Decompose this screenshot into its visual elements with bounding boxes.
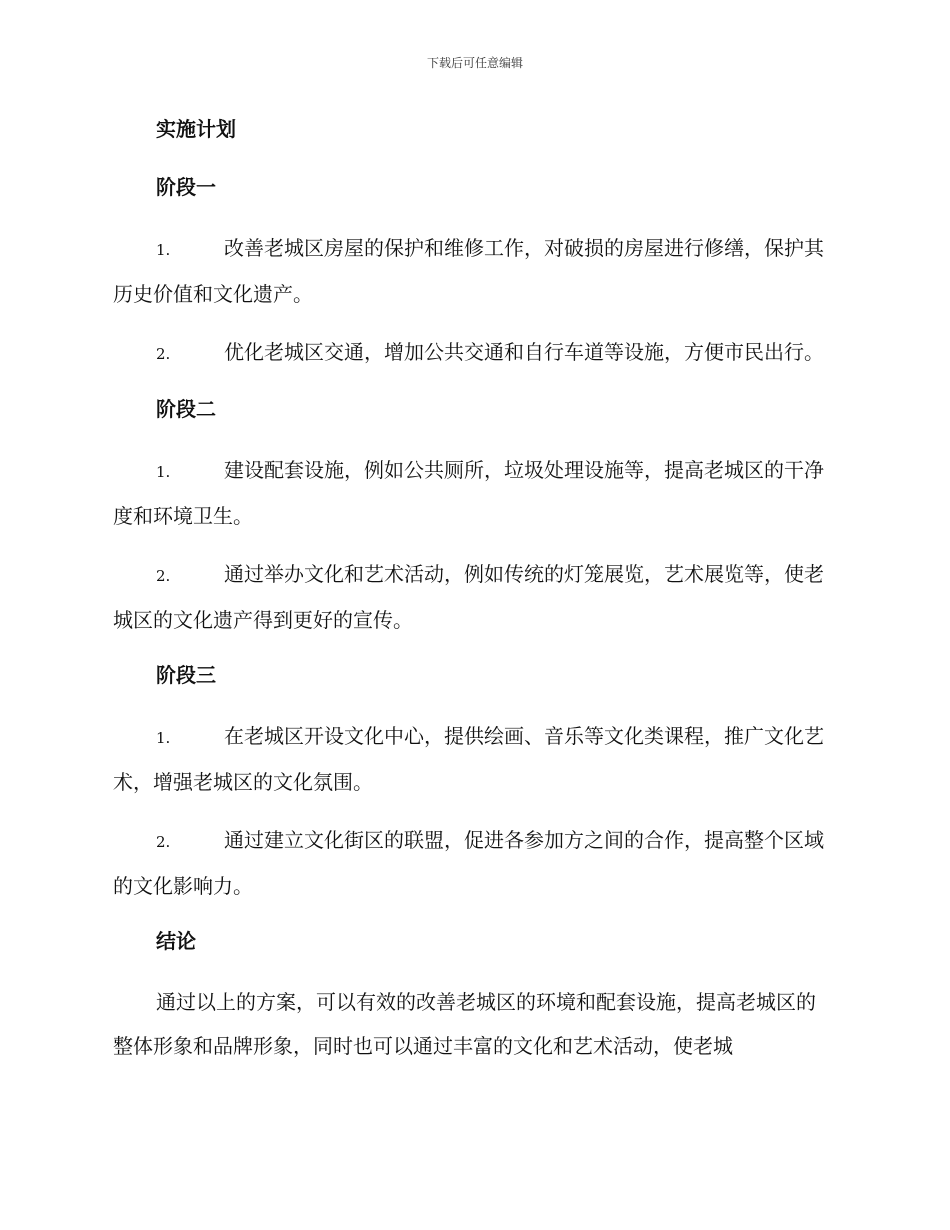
section-title-plan: 实施计划 xyxy=(156,117,236,141)
list-number: 1. xyxy=(156,729,171,747)
list-item-text: 通过建立文化街区的联盟，促进各参加方之间的合作，提高整个区域的文化影响力。 xyxy=(113,828,824,898)
document-body xyxy=(113,110,833,1068)
list-item xyxy=(113,818,833,908)
list-number: 2. xyxy=(156,345,171,363)
page-header: 下载后可任意编辑 xyxy=(426,56,523,70)
stage-three-title: 阶段三 xyxy=(156,663,216,687)
list-item xyxy=(113,330,833,376)
list-number: 1. xyxy=(156,241,171,259)
list-item xyxy=(113,552,833,642)
stage-one-title: 阶段一 xyxy=(156,175,216,199)
conclusion-paragraph: 通过以上的方案，可以有效的改善老城区的环境和配套设施，提高老城区的整体形象和品牌形象，同时也可以通过丰富的文化和艺术活动，使老城 xyxy=(113,990,816,1058)
list-item-text: 在老城区开设文化中心，提供绘画、音乐等文化类课程，推广文化艺术，增强老城区的文化氛围。 xyxy=(113,724,824,794)
list-item-text: 通过举办文化和艺术活动，例如传统的灯笼展览，艺术展览等，使老城区的文化遗产得到更好的宣传。 xyxy=(113,562,824,632)
list-item-text: 优化老城区交通，增加公共交通和自行车道等设施，方便市民出行。 xyxy=(224,340,824,364)
stage-two-title: 阶段二 xyxy=(156,397,216,421)
list-item xyxy=(113,226,833,316)
list-item-text: 改善老城区房屋的保护和维修工作，对破损的房屋进行修缮，保护其历史价值和文化遗产。 xyxy=(113,236,824,306)
list-number: 2. xyxy=(156,567,171,585)
list-number: 1. xyxy=(156,463,171,481)
list-item xyxy=(113,714,833,804)
list-number: 2. xyxy=(156,833,171,851)
conclusion-title: 结论 xyxy=(156,929,196,953)
list-item-text: 建设配套设施，例如公共厕所，垃圾处理设施等，提高老城区的干净度和环境卫生。 xyxy=(113,458,824,528)
list-item xyxy=(113,448,833,538)
